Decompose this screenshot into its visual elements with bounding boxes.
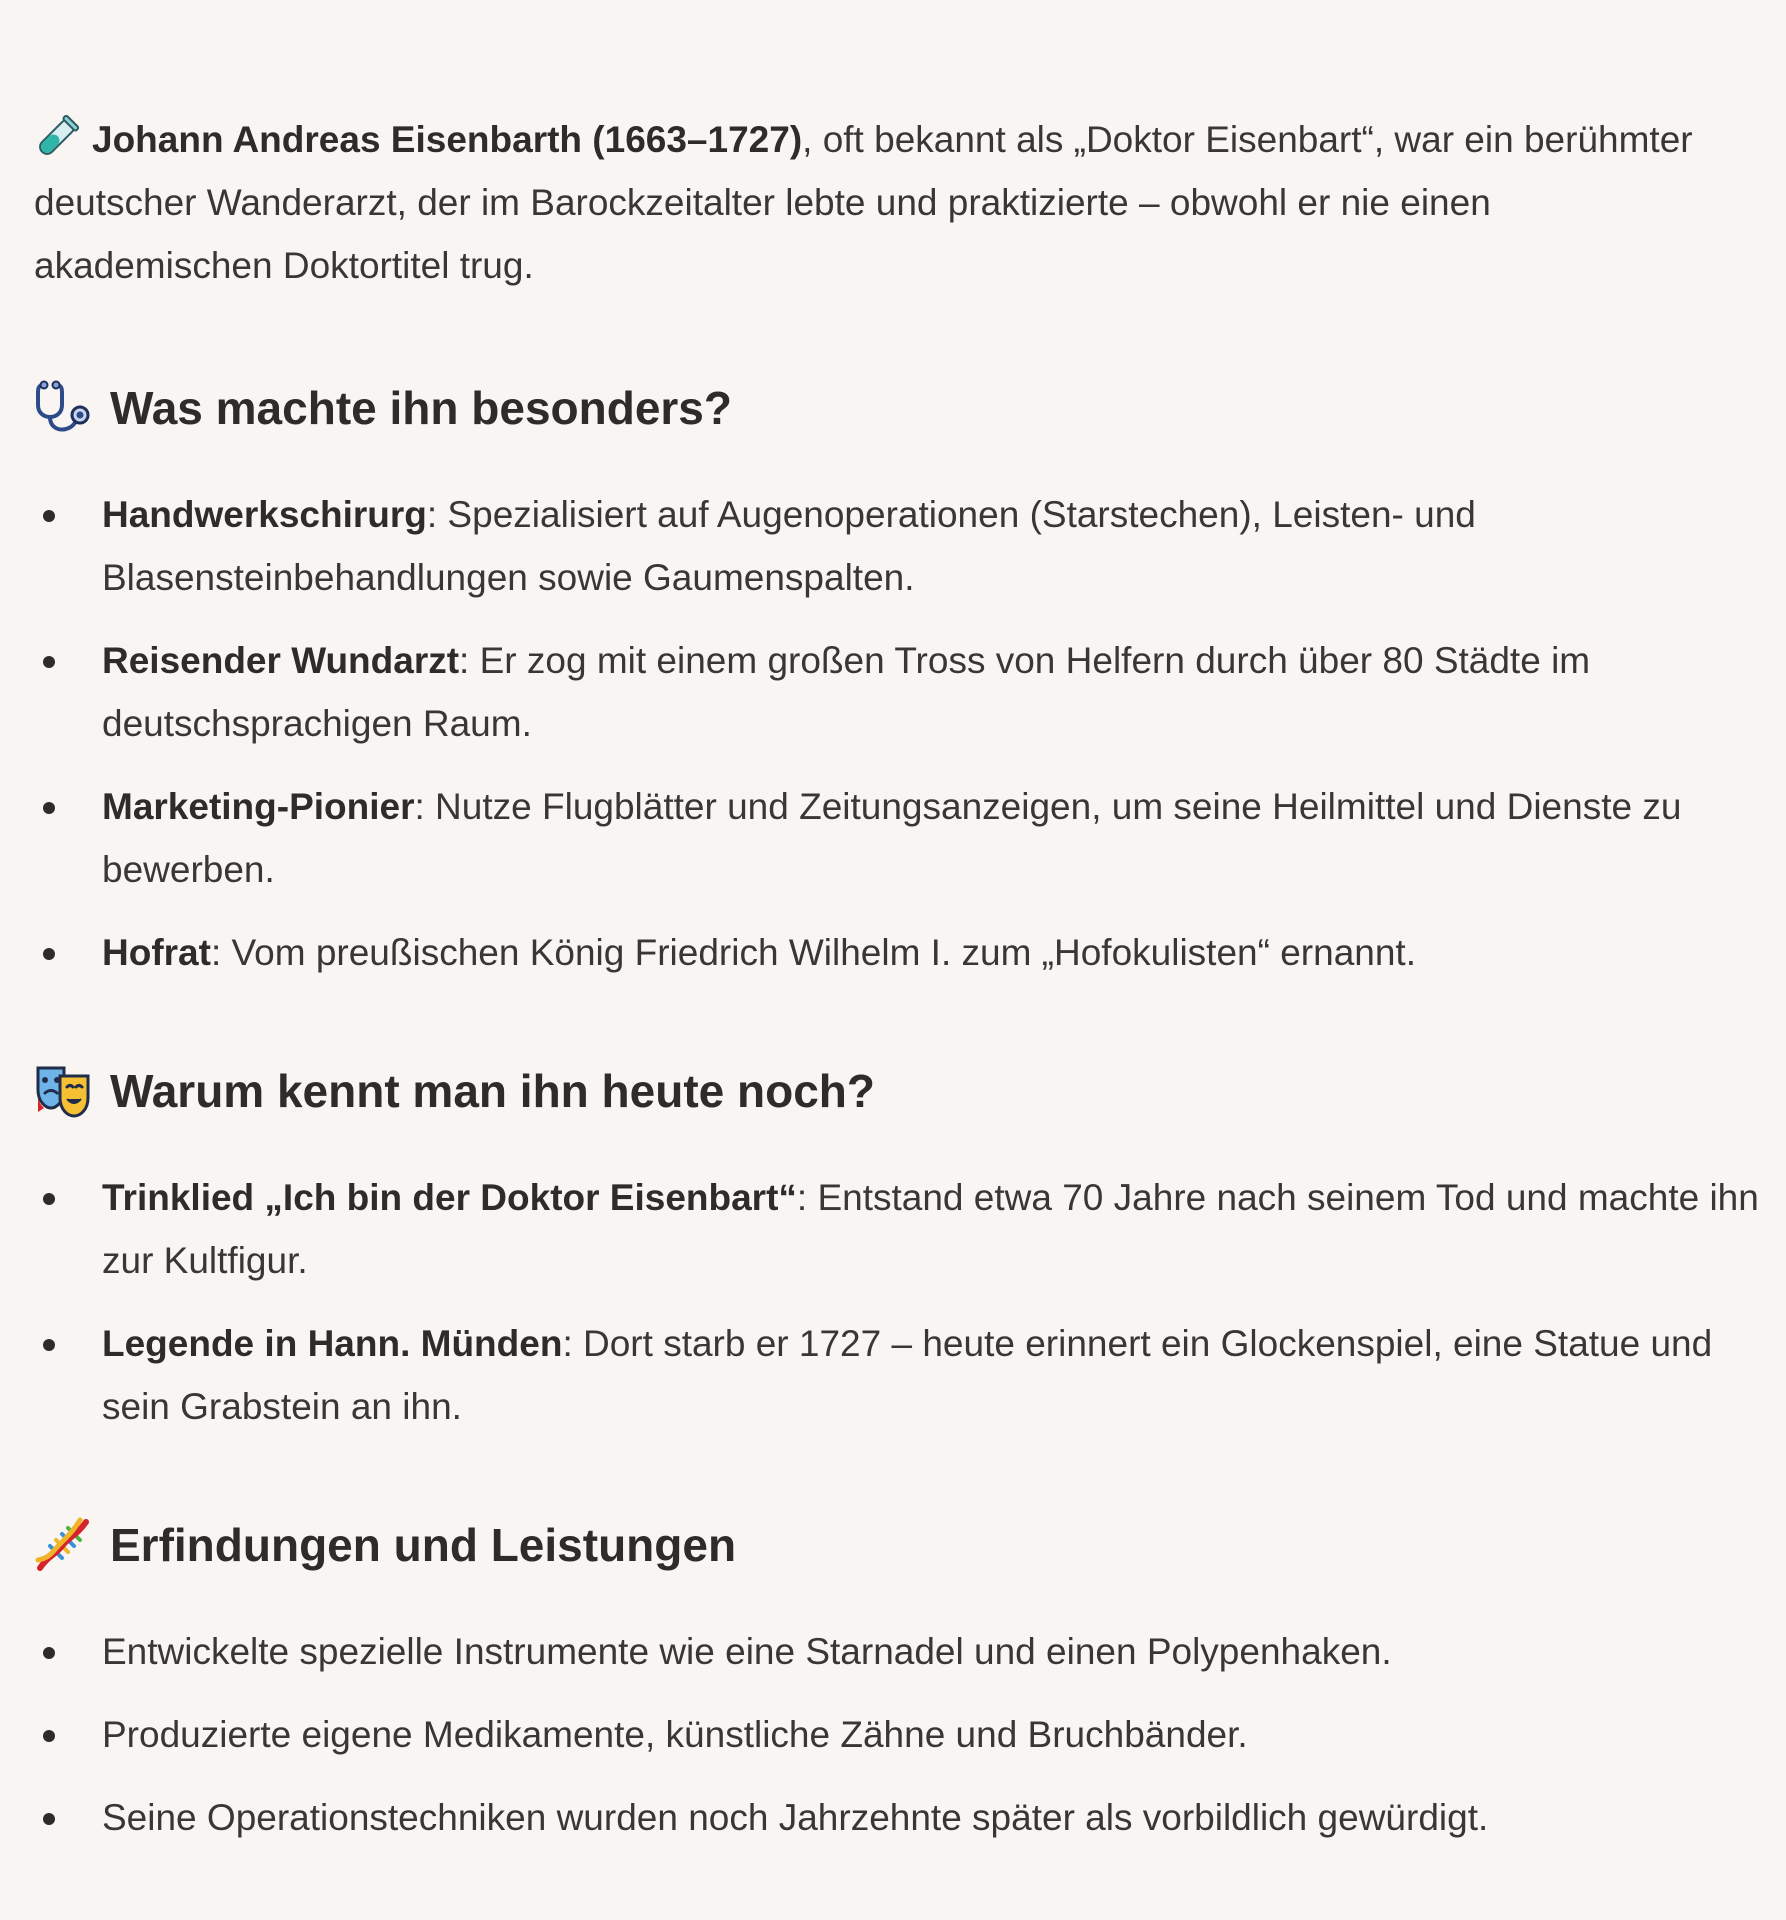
item-text: : Vom preußischen König Friedrich Wilhelm I. zum „Hofokulisten“ ernannt.: [210, 932, 1416, 973]
item-text: Produzierte eigene Medikamente, künstliche Zähne und Bruchbänder.: [102, 1714, 1248, 1755]
section-title-text: Warum kennt man ihn heute noch?: [110, 1065, 875, 1117]
list-item: [34, 1620, 1764, 1683]
list-item: [34, 1312, 1764, 1438]
list-item: [34, 1166, 1764, 1292]
list-item: [34, 921, 1764, 984]
article: [34, 108, 1764, 1869]
item-term: Hofrat: [102, 932, 211, 973]
item-text: Entwickelte spezielle Instrumente wie eine Starnadel und einen Polypenhaken.: [102, 1631, 1392, 1672]
item-text: Seine Operationstechniken wurden noch Jahrzehnte später als vorbildlich gewürdigt.: [102, 1797, 1489, 1838]
item-term: Handwerkschirurg: [102, 494, 427, 535]
section-title-text: Was machte ihn besonders?: [110, 382, 732, 434]
item-text: : Spezialisiert auf Augenoperationen (Starstechen), Leisten- und Blasensteinbehandlungen sowie Gaumenspalten.: [102, 494, 1476, 598]
intro-text: , oft bekannt als „Doktor Eisenbart“, war ein berühmter deutscher Wanderarzt, der im Barockzeitalter lebte und praktizierte – obwohl er nie einen akademischen Doktortitel trug.: [34, 119, 1693, 286]
list-heute: [34, 1166, 1764, 1438]
test-tube-icon: [34, 114, 80, 160]
list-item: [34, 1703, 1764, 1766]
item-term: Marketing-Pionier: [102, 786, 415, 827]
item-text: : Nutze Flugblätter und Zeitungsanzeigen, um seine Heilmittel und Dienste zu bewerben.: [102, 786, 1682, 890]
item-term: Legende in Hann. Münden: [102, 1323, 563, 1364]
section-title-besonders: [34, 373, 1764, 443]
item-term: Reisender Wundarzt: [102, 640, 460, 681]
list-item: [34, 775, 1764, 901]
intro-paragraph: [34, 108, 1764, 297]
item-term: Trinklied „Ich bin der Doktor Eisenbart“: [102, 1177, 797, 1218]
intro-lead: Johann Andreas Eisenbarth (1663–1727): [92, 119, 803, 160]
list-besonders: [34, 483, 1764, 984]
section-title-text: Erfindungen und Leistungen: [110, 1519, 737, 1571]
item-text: : Entstand etwa 70 Jahre nach seinem Tod und machte ihn zur Kultfigur.: [102, 1177, 1759, 1281]
section-title-heute: [34, 1056, 1764, 1126]
list-item: [34, 629, 1764, 755]
dna-icon: [34, 1516, 92, 1574]
list-item: [34, 483, 1764, 609]
list-item: [34, 1786, 1764, 1849]
stethoscope-icon: [34, 379, 92, 437]
theater-masks-icon: [34, 1062, 92, 1120]
item-text: : Er zog mit einem großen Tross von Helfern durch über 80 Städte im deutschsprachigen Raum.: [102, 640, 1591, 744]
item-text: : Dort starb er 1727 – heute erinnert ein Glockenspiel, eine Statue und sein Grabstein an ihn.: [102, 1323, 1713, 1427]
list-erfindungen: [34, 1620, 1764, 1849]
section-title-erfindungen: [34, 1510, 1764, 1580]
